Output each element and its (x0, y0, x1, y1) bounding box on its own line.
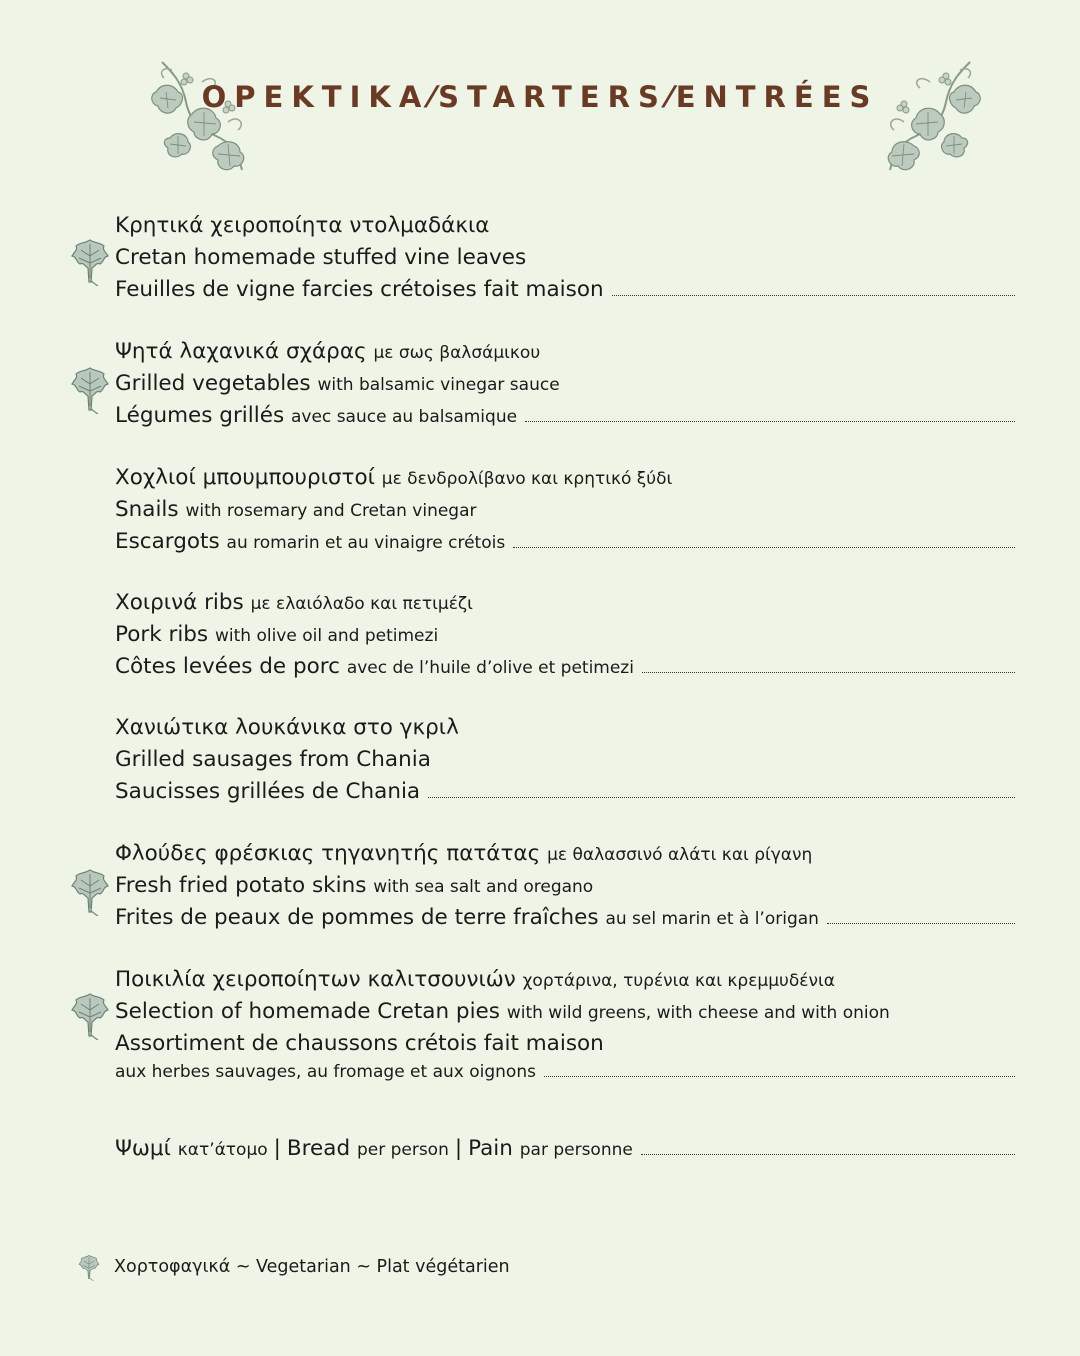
item-english-name: Snails (115, 497, 179, 522)
grapevine-ornament-right-icon (872, 52, 990, 178)
item-greek (115, 336, 1015, 368)
bread-separator: | (454, 1136, 463, 1161)
item-french-name: Assortiment de chaussons crétois fait maison (115, 1031, 604, 1056)
vegetarian-leaf-icon (70, 866, 110, 916)
item-english (115, 870, 1015, 902)
price-leader (544, 1075, 1015, 1077)
item-greek (115, 964, 1015, 996)
menu-item (115, 210, 1015, 306)
item-greek-name: Ποικιλία χειροποίητων καλιτσουνιών (115, 967, 516, 992)
item-greek-name: Χοιρινά ribs (115, 590, 244, 615)
menu-item (115, 964, 1015, 1084)
item-greek-name: Κρητικά χειροποίητα ντολμαδάκια (115, 213, 490, 238)
price-leader (428, 796, 1015, 798)
item-french-desc: aux herbes sauvages, au fromage et aux oignons (115, 1062, 536, 1082)
item-french-desc: au romarin et au vinaigre crétois (226, 533, 506, 553)
grapevine-ornament-left-icon (142, 52, 260, 178)
menu-item (115, 336, 1015, 432)
item-greek-desc: με θαλασσινό αλάτι και ρίγανη (547, 845, 813, 865)
item-french (115, 1028, 1015, 1060)
bread-greek: Ψωμί (115, 1136, 171, 1161)
item-english-name: Grilled vegetables (115, 371, 311, 396)
item-greek (115, 838, 1015, 870)
item-greek-name: Χανιώτικα λουκάνικα στο γκριλ (115, 715, 459, 740)
item-french-name: Feuilles de vigne farcies crétoises fait maison (115, 277, 604, 302)
item-french (115, 651, 1015, 683)
title-separator: ⁄ (429, 80, 435, 114)
item-french (115, 526, 1015, 558)
item-french (115, 400, 1015, 432)
item-french-desc: avec de l’huile d’olive et petimezi (346, 658, 634, 678)
price-leader (641, 1153, 1015, 1155)
item-greek (115, 210, 1015, 242)
title-english: STARTERS (438, 80, 667, 114)
item-french-name: Saucisses grillées de Chania (115, 779, 421, 804)
item-english-desc: with rosemary and Cretan vinegar (185, 501, 477, 521)
bread-line (115, 1133, 1015, 1165)
item-greek (115, 712, 1015, 744)
item-french (115, 776, 1015, 808)
item-english (115, 744, 1015, 776)
vine-leaf-icon (78, 1253, 100, 1281)
item-english-name: Pork ribs (115, 622, 209, 647)
title-separator: ⁄ (666, 80, 672, 114)
item-english (115, 494, 1015, 526)
menu-header (0, 0, 1080, 190)
price-leader (525, 420, 1015, 422)
bread-greek-desc: κατ’άτομο (177, 1140, 268, 1160)
item-french (115, 902, 1015, 934)
price-leader (513, 546, 1015, 548)
bread-french-desc: par personne (519, 1140, 633, 1160)
item-english-desc: with sea salt and oregano (373, 877, 594, 897)
menu-item (115, 838, 1015, 934)
item-english-name: Selection of homemade Cretan pies (115, 999, 500, 1024)
item-english (115, 242, 1015, 274)
item-french-desc: au sel marin et à l’origan (605, 909, 819, 929)
item-english-name: Cretan homemade stuffed vine leaves (115, 245, 527, 270)
menu-item (115, 462, 1015, 558)
item-english-desc: with wild greens, with cheese and with onion (506, 1003, 890, 1023)
item-french-name: Escargots (115, 529, 220, 554)
title-french: ENTRÉES (675, 80, 879, 114)
item-french-name: Frites de peaux de pommes de terre fraîches (115, 905, 599, 930)
item-greek-name: Ψητά λαχανικά σχάρας (115, 339, 367, 364)
item-french-name: Côtes levées de porc (115, 654, 340, 679)
item-greek-desc: με δενδρολίβανο και κρητικό ξύδι (381, 469, 673, 489)
menu-item (115, 712, 1015, 808)
vegetarian-leaf-icon (70, 364, 110, 414)
item-english-desc: with balsamic vinegar sauce (317, 375, 560, 395)
item-greek-desc: με ελαιόλαδο και πετιμέζι (250, 594, 473, 614)
item-greek-desc: με σως βαλσάμικου (373, 343, 541, 363)
price-leader (612, 294, 1015, 296)
price-leader (642, 671, 1015, 673)
item-french-extra (115, 1060, 1015, 1084)
vegetarian-leaf-icon (70, 990, 110, 1040)
item-greek (115, 462, 1015, 494)
item-english-name: Grilled sausages from Chania (115, 747, 431, 772)
item-french-desc: avec sauce au balsamique (291, 407, 518, 427)
item-french (115, 274, 1015, 306)
item-english (115, 619, 1015, 651)
item-english (115, 996, 1015, 1028)
menu-item (115, 587, 1015, 683)
item-english (115, 368, 1015, 400)
legend-text: Χορτοφαγικά ~ Vegetarian ~ Plat végétarien (114, 1257, 510, 1277)
item-greek-desc: χορτάρινα, τυρένια και κρεμμυδένια (522, 971, 835, 991)
item-greek-name: Χοχλιοί μπουμπουριστοί (115, 465, 375, 490)
bread-english-desc: per person (356, 1140, 449, 1160)
price-leader (827, 922, 1015, 924)
bread-item (115, 1133, 1015, 1165)
bread-english: Bread (286, 1136, 351, 1161)
item-greek (115, 587, 1015, 619)
title-greek: OPEKTIKA (201, 80, 430, 114)
vegetarian-legend (78, 1253, 510, 1281)
item-english-name: Fresh fried potato skins (115, 873, 367, 898)
vegetarian-leaf-icon (70, 236, 110, 286)
item-english-desc: with olive oil and petimezi (214, 626, 439, 646)
bread-french: Pain (468, 1136, 513, 1161)
item-greek-name: Φλούδες φρέσκιας τηγανητής πατάτας (115, 841, 541, 866)
item-french-name: Légumes grillés (115, 403, 285, 428)
bread-separator: | (273, 1136, 281, 1161)
